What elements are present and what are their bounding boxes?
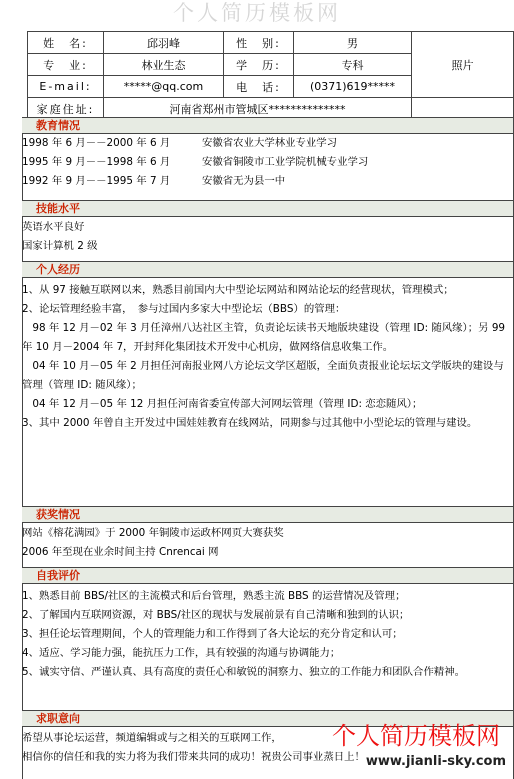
self-evaluation-item: 3、担任论坛管理期间，个人的管理能力和工作得到了各大论坛的充分肯定和认可；	[22, 628, 403, 640]
experience-list	[22, 281, 513, 433]
address-label: 家庭住址:	[28, 98, 104, 120]
education-date: 1995 年 9 月－－1998 年 6 月	[22, 156, 171, 168]
objective-item: 希望从事论坛运营，频道编辑或与之相关的互联网工作，	[22, 732, 282, 744]
section-skills-header: 技能水平	[22, 200, 513, 217]
experience-item: 04 年 12 月－05 年 12 月担任河南省委宣传部大河网坛管理（管理 ID: 恋恋随风）；	[22, 398, 423, 410]
major-label: 专 业:	[28, 54, 104, 76]
self-evaluation-item: 2、了解国内互联网资源，对 BBS/社区的现状与发展前景有自己清晰和独到的认识；	[22, 609, 410, 621]
education-row	[22, 172, 513, 191]
skill-item: 英语水平良好	[22, 221, 85, 233]
email-value: *****@qq.com	[104, 76, 224, 98]
skills-list	[22, 218, 513, 256]
section-self-evaluation-header: 自我评价	[22, 567, 513, 584]
self-evaluation-list	[22, 587, 513, 682]
phone-value: (0371)619*****	[294, 76, 412, 98]
email-label: E-mail:	[28, 76, 104, 98]
name-label: 姓 名:	[28, 32, 104, 54]
education-list	[22, 134, 513, 191]
address-value: 河南省郑州市管城区**************	[104, 98, 412, 120]
gender-label: 性 别:	[224, 32, 294, 54]
major-value: 林业生态	[104, 54, 224, 76]
page-title: 个人简历模板网	[173, 1, 341, 25]
education-date: 1992 年 9 月－－1995 年 7 月	[22, 175, 171, 187]
experience-item: 04 年 10 月－05 年 2 月担任河南报业网八方论坛文学区超版，全面负责报业论坛坛文学版块的建设与管理（管理 ID: 随风缘）；	[22, 360, 504, 391]
education-level-value: 专科	[294, 54, 412, 76]
self-evaluation-item: 1、熟悉目前 BBS/社区的主流模式和后台管理，熟悉主流 BBS 的运营情况及管理；	[22, 590, 406, 602]
experience-item: 3、其中 2000 年曾自主开发过中国娃娃教育在线网站，同期参与过其他中小型论坛的管理与建设。	[22, 417, 478, 429]
section-education-header: 教育情况	[22, 117, 513, 134]
experience-item: 1、从 97 接触互联网以来，熟悉目前国内大中型论坛网站和网站论坛的经营现状，管理模式；	[22, 284, 454, 296]
award-item: 2006 年至现在业余时间主持 Cnrencai 网	[22, 546, 219, 558]
education-row	[22, 134, 513, 153]
watermark-url: www.jianli-sky.com	[365, 754, 506, 769]
experience-item: 98 年 12 月－02 年 3 月任漳州八达社区主管，负责论坛读书天地版块建设（管理 ID: 随风缘）；另 99 年 10 月－2004 年 7，开封拜化集团技术开发中心机房，做网络信息收集工作。	[22, 322, 506, 353]
section-experience-header: 个人经历	[22, 261, 513, 278]
objective-item: 相信你的信任和我的实力将为我们带来共同的成功！祝贵公司事业蒸日上！	[22, 751, 365, 763]
education-level-label: 学 历:	[224, 54, 294, 76]
name-value: 邱羽峰	[104, 32, 224, 54]
section-objective-header: 求职意向	[22, 710, 513, 727]
watermark-logo-text: 个人简历模板网	[332, 722, 500, 750]
awards-list	[22, 524, 513, 562]
experience-item: 2、论坛管理经验丰富， 参与过国内多家大中型论坛（BBS）的管理：	[22, 303, 346, 315]
skill-item: 国家计算机 2 级	[22, 240, 98, 252]
education-row	[22, 153, 513, 172]
self-evaluation-item: 4、适应、学习能力强，能抗压力工作，具有较强的沟通与协调能力；	[22, 647, 341, 659]
section-awards-header: 获奖情况	[22, 506, 513, 523]
education-date: 1998 年 6 月－－2000 年 6 月	[22, 137, 171, 149]
award-item: 网站《榕花满园》于 2000 年铜陵市运政杯网页大赛获奖	[22, 527, 284, 539]
self-evaluation-item: 5、诚实守信、严谨认真、具有高度的责任心和敏锐的洞察力、独立的工作能力和团队合作精神。	[22, 666, 466, 678]
education-school: 安徽省铜陵市工业学院机械专业学习	[202, 156, 369, 168]
education-school: 安徽省无为县一中	[202, 175, 286, 187]
education-school: 安徽省农业大学林业专业学习	[202, 137, 338, 149]
gender-value: 男	[294, 32, 412, 54]
phone-label: 电 话:	[224, 76, 294, 98]
personal-info-table	[27, 31, 514, 120]
photo-placeholder: 照片	[412, 32, 514, 98]
